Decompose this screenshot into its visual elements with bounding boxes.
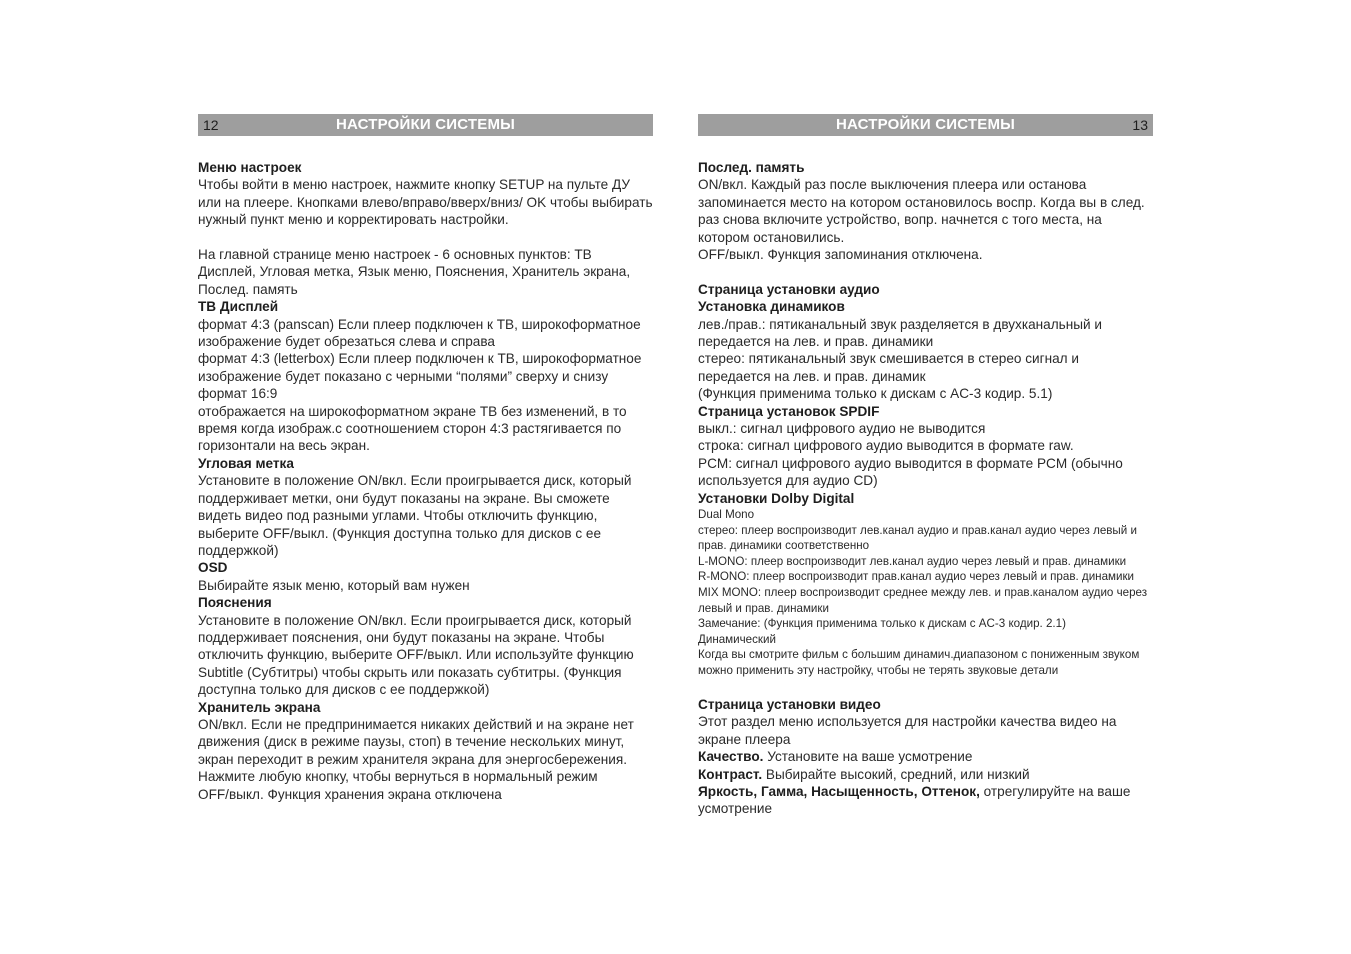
tv-169-label: формат 16:9 [198,386,278,402]
quality-line [698,748,1153,765]
contrast-text: Выбирайте высокий, средний, или низкий [762,766,1030,782]
subtitle-text: Установите в положение ON/вкл. Если проигрывается диск, который поддерживает пояснения, они будут показаны на экране. Чтобы отключить функцию, выберите OFF/выкл. Или используйте функцию Subtitle (Субтитры) чтобы скрыть или показать субтитры. (Функция доступна только для дисков с ее поддержкой) [198,612,634,698]
osd-title: OSD [198,560,228,576]
contrast-line [698,766,1153,783]
left-page-content [198,159,653,803]
brightness-label: Яркость, Гамма, Насыщенность, Оттенок, [698,784,980,800]
angle-text: Установите в положение ON/вкл. Если проигрывается диск, который поддерживает метки, они будут показаны на экране. Вы сможете видеть видео под разными углами. Чтобы отключить функцию, выберите OFF/выкл. (Функция доступна только для дисков с ее поддержкой) [198,473,632,558]
dolby-title: Установки Dolby Digital [698,490,855,506]
speakers-note: (Функция применима только к дискам с AC-3 кодир. 5.1) [698,386,1053,402]
subtitle-title: Пояснения [198,595,272,611]
contrast-label: Контраст. [698,766,763,782]
tv-display-title: ТВ Дисплей [198,299,279,315]
spdif-title: Страница установок SPDIF [698,403,880,419]
tv-169-text: отображается на широкоформатном экране ТВ без изменений, в то время когда изображ.с соотношением сторон 4:3 растягивается по горизонтали на весь экран. [198,403,627,454]
memory-on-text: ON/вкл. Каждый раз после выключения плеера или останова запоминается место на котором остановилось воспр. Когда вы в след. раз снова включите устройство, вопр. начнется с того места, на котором остановились. [698,177,1145,245]
screensaver-title: Хранитель экрана [198,699,321,715]
dolby-lmono-text: L-MONO: плеер воспроизводит лев.канал аудио через левый и прав. динамики [698,554,1127,568]
right-header-title: НАСТРОЙКИ СИСТЕМЫ [835,116,1016,133]
memory-title: Послед. память [698,160,805,175]
screensaver-off-text: OFF/выкл. Функция хранения экрана отключена [198,786,502,802]
brightness-line [698,783,1153,818]
dolby-details [698,507,1153,679]
brightness-text: отрегулируйте на ваше усмотрение [698,784,1131,817]
left-page [198,114,653,803]
left-page-header [198,114,653,136]
main-page-text: На главной странице меню настроек - 6 основных пунктов: ТВ Дисплей, Угловая метка, Язык меню, Пояснения, Хранитель экрана, Послед. память [198,247,631,297]
dolby-mixmono-text: MIX MONO: плеер воспроизводит среднее между лев. и прав.каналом аудио через левый и прав. динамики [698,586,1148,615]
right-page-number: 13 [1132,117,1148,133]
right-page-content [698,159,1153,818]
speakers-lr-text: лев./прав.: пятиканальный звук разделяется в двухканальный и передается на лев. и прав. динамики [698,316,1102,350]
screensaver-on-text: ON/вкл. Если не предпринимается никаких действий и на экране нет движения (диск в режиме паузы, стоп) в течение нескольких минут, экран переходит в режим хранителя экрана для энергосбережения. Нажмите любую кнопку, чтобы вернуться в нормальный режим [198,716,634,785]
tv-panscan-text: формат 4:3 (panscan) Если плеер подключен к ТВ, широкоформатное изображение будет обрезаться слева и справа [198,316,641,350]
menu-section-title: Меню настроек [198,160,302,175]
spdif-raw-text: строка: сигнал цифрового аудио выводится в формате raw. [698,438,1074,454]
right-page-header [698,114,1153,136]
speakers-stereo-text: стерео: пятиканальный звук смешивается в стерео сигнал и передается на лев. и прав. динамик [698,351,1079,384]
right-page [698,114,1153,818]
left-page-number: 12 [203,117,219,133]
speakers-title: Установка динамиков [698,299,845,315]
dolby-note: Замечание: (Функция применима только к дискам с AC-3 кодир. 2.1) [698,617,1066,631]
video-page-title: Страница установки видео [698,697,881,713]
tv-letterbox-text: формат 4:3 (letterbox) Если плеер подключен к ТВ, широкоформатное изображение будет показано с черными “полями” сверху и снизу [198,351,642,384]
dolby-rmono-text: R-MONO: плеер воспроизводит прав.канал аудио через левый и прав. динамики [698,570,1135,584]
left-header-title: НАСТРОЙКИ СИСТЕМЫ [335,116,516,133]
audio-page-title: Страница установки аудио [698,281,880,297]
video-text: Этот раздел меню используется для настройки качества видео на экране плеера [698,714,1117,747]
angle-title: Угловая метка [198,455,294,471]
dolby-stereo-text: стерео: плеер воспроизводит лев.канал аудио и прав.канал аудио через левый и прав. динамики соответственно [698,523,1137,553]
menu-section-text: Чтобы войти в меню настроек, нажмите кнопку SETUP на пульте ДУ или на плеере. Кнопками влево/вправо/вверх/вниз/ OK чтобы выбирать нужный пункт меню и корректировать настройки. [198,177,653,228]
dual-mono-label: Dual Mono [698,508,755,522]
osd-text: Выбирайте язык меню, который вам нужен [198,577,470,593]
dynamic-text: Когда вы смотрите фильм с большим динамич.диапазоном с пониженным звуком можно применить эту настройку, чтобы не терять звуковые детали [698,648,1140,678]
quality-text: Установите на ваше усмотрение [763,749,973,765]
spdif-off-text: выкл.: сигнал цифрового аудио не выводится [698,421,986,437]
spdif-pcm-text: PCM: сигнал цифрового аудио выводится в формате PCM (обычно используется для аудио CD) [698,455,1123,489]
dynamic-label: Динамический [698,632,776,646]
quality-label: Качество. [698,749,764,765]
memory-off-text: OFF/выкл. Функция запоминания отключена. [698,247,983,263]
